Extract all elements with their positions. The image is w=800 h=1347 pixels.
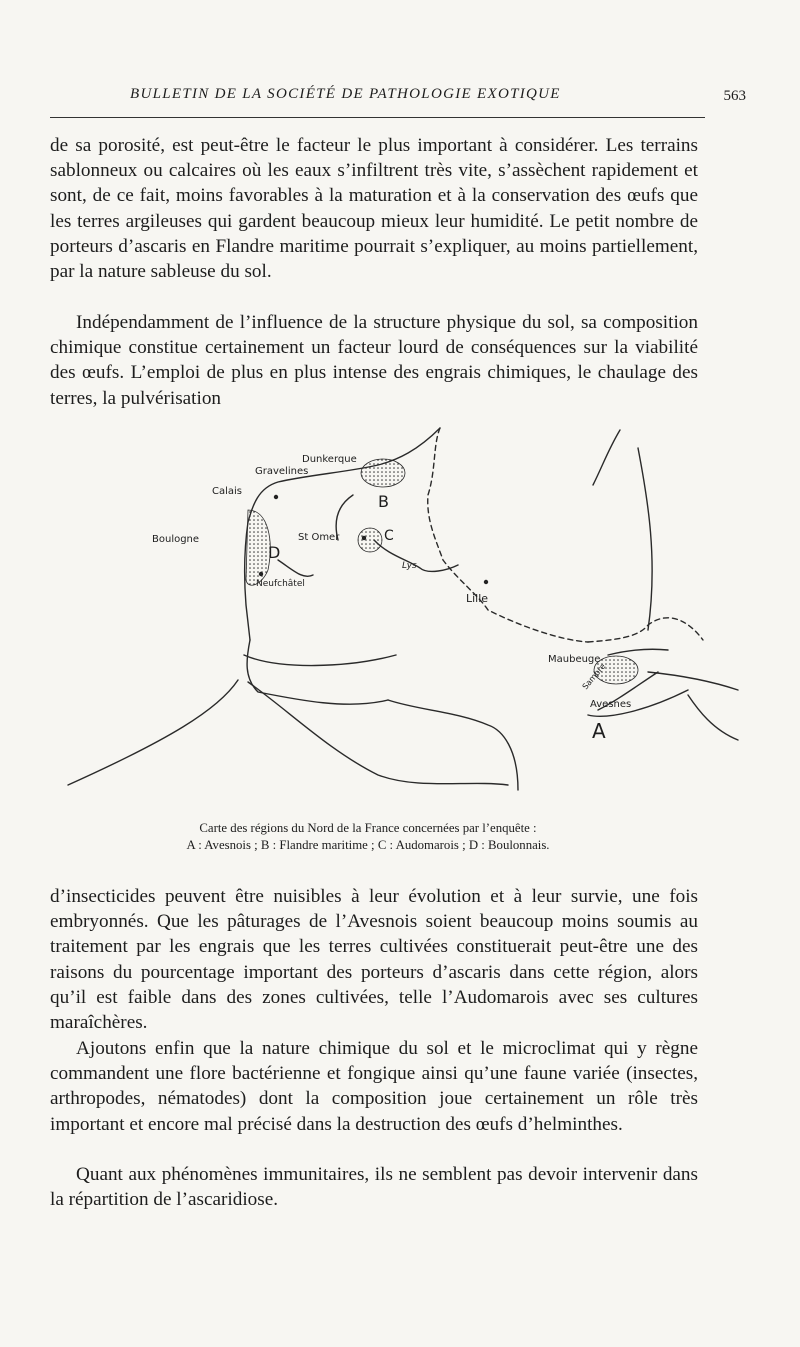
page-number: 563	[723, 88, 746, 104]
figure-caption	[48, 820, 688, 854]
label-boulogne: Boulogne	[152, 534, 200, 545]
caption-line: A : Avesnois ; B : Flandre maritime ; C : Audomarois ; D : Boulonnais.	[186, 838, 550, 852]
page-header	[50, 86, 750, 112]
region-letter-a: A	[592, 719, 606, 743]
running-title: BULLETIN DE LA SOCIÉTÉ DE PATHOLOGIE EXOTIQUE	[130, 86, 561, 102]
label-neufchatel: Neufchâtel	[256, 579, 305, 589]
label-lys: Lys	[402, 561, 417, 571]
river-south	[244, 655, 396, 666]
label-dunkerque: Dunkerque	[302, 454, 357, 465]
lille-dot	[484, 580, 488, 584]
region-map	[48, 410, 748, 822]
neufchatel-dot	[259, 572, 263, 576]
region-letter-b: B	[378, 492, 389, 511]
paragraph: de sa porosité, est peut-être le facteur le plus important à considérer. Les terrains sablonneux ou calcaires où les eaux s’infiltrent très vite, s’assèchent rapidement et sont, de ce fait, moins favorables à la maturation et à la conservation des œufs que les terres argileuses qui gardent beaucoup mieux leur humidité. Le petit nombre de porteurs d’ascaris en Flandre maritime pourrait s’expliquer, au moins partiellement, par la nature sableuse du sol.	[50, 135, 698, 283]
region-d-shading	[246, 510, 270, 585]
map-figure	[48, 410, 748, 822]
north-border	[428, 428, 588, 642]
maubeuge-line	[608, 649, 668, 655]
liane-river	[278, 560, 313, 576]
paragraph: d’insecticides peuvent être nuisibles à leur évolution et à leur survie, une fois embryonnés. Que les pâturages de l’Avesnois soient beaucoup moins soumis au traitement par les engrais que les terres cultivées constituerait peut-être une des raisons du pourcentage important des porteurs d’ascaris dans cette région, alors qu’il est faible dans des zones cultivées, telle l’Audomarois avec ses cultures maraîchères.	[50, 886, 698, 1034]
region-border-south	[68, 680, 238, 785]
paragraph: Indépendamment de l’influence de la structure physique du sol, sa composition chimique constitue certainement un facteur lourd de conséquences sur la viabilité des œufs. L’emploi de plus en plus intense des engrais chimiques, le chaulage des terres, la pulvérisation	[50, 312, 698, 409]
region-letter-c: C	[384, 528, 394, 544]
st-omer-dot	[362, 536, 366, 540]
region-c-shading	[358, 528, 382, 552]
south-coast	[247, 640, 388, 704]
south-east-line	[688, 695, 738, 740]
river-scarpe	[388, 700, 518, 790]
paragraph: Ajoutons enfin que la nature chimique du sol et le microclimat qui y règne commandent une flore bactérienne et fongique ainsi qu’une faune variée (insectes, arthropodes, nématodes) dont la composition joue certainement un rôle très important et encore mal précisé dans la destruction des œufs d’helminthes.	[50, 1038, 698, 1135]
region-b-shading	[361, 459, 405, 487]
header-rule	[50, 117, 705, 118]
calais-dot	[274, 495, 278, 499]
label-maubeuge: Maubeuge	[548, 654, 601, 665]
label-gravelines: Gravelines	[255, 466, 309, 477]
border-east-2	[648, 672, 738, 690]
east-line	[638, 448, 652, 630]
label-avesnes: Avesnes	[590, 699, 632, 710]
paragraph: Quant aux phénomènes immunitaires, ils ne semblent pas devoir intervenir dans la répartition de l’ascaridiose.	[50, 1164, 698, 1211]
caption-line: Carte des régions du Nord de la France concernées par l’enquête :	[199, 821, 537, 835]
label-lille: Lille	[466, 592, 489, 605]
label-sambre: Sambre	[580, 661, 608, 692]
label-calais: Calais	[212, 486, 243, 497]
label-st-omer: St Omer	[298, 532, 340, 543]
east-border	[588, 618, 703, 642]
east-line-2	[593, 430, 620, 485]
region-letter-d: D	[268, 543, 281, 562]
